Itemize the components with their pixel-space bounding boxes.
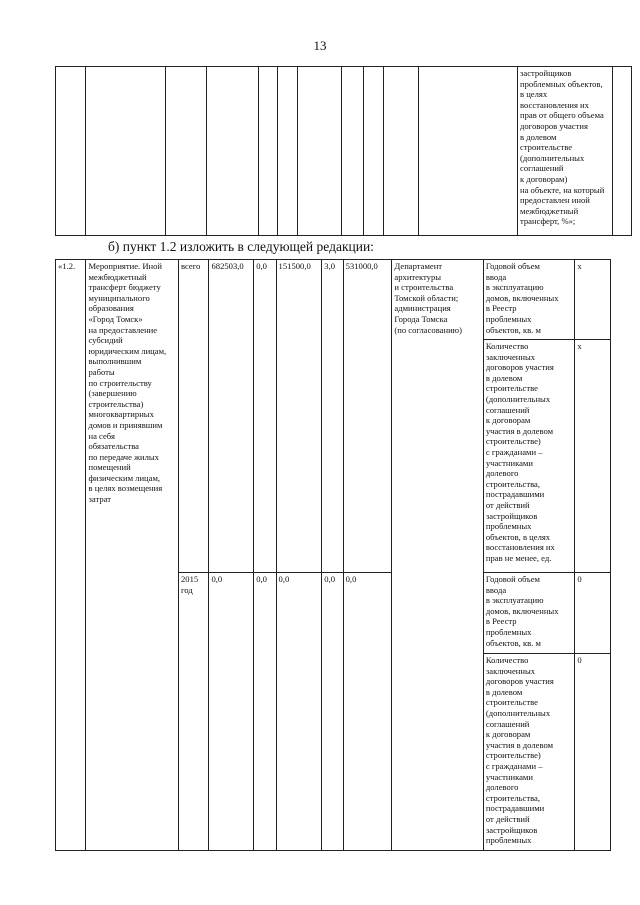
activity-table xyxy=(55,259,611,851)
empty-cell xyxy=(298,67,342,236)
empty-cell xyxy=(56,67,86,236)
value-cell: 531000,0 xyxy=(343,260,392,573)
item-number: «1.2. xyxy=(56,260,86,851)
empty-cell xyxy=(613,67,632,236)
indicator-value: 0 xyxy=(575,654,611,851)
value-cell: 0,0 xyxy=(254,573,276,851)
empty-cell xyxy=(419,67,518,236)
indicator-value: x xyxy=(575,260,611,340)
indicator-value: 0 xyxy=(575,573,611,654)
empty-cell xyxy=(342,67,364,236)
empty-cell xyxy=(259,67,278,236)
value-cell: 0,0 xyxy=(343,573,392,851)
period-cell: 2015 год xyxy=(178,573,208,851)
activity-description: Мероприятие. Иной межбюджетный трансферт бюджету муниципального образования «Город Томск» на предоставление субсидий юридическим лицам, выполнившим работы по строительству (завершению строительства) многоквартирных домов и принявшим на себя обязательства по передаче жилых помещений физическим лицам, в целях возмещения затрат xyxy=(86,260,179,851)
indicator-cell: Годовой объем ввода в эксплуатацию домов, включенных в Реестр проблемных объектов, кв. м xyxy=(483,260,574,340)
period-cell: всего xyxy=(178,260,208,573)
indicator-cell: Количество заключенных договоров участия в долевом строительстве (дополнительных соглашений к договорам участия в долевом строительстве) с гражданами – участниками долевого строительства, пострадавшими от действий застройщиков проблемных объектов, в целях восстановления их прав не менее, ед. xyxy=(483,340,574,573)
indicator-cell: застройщиков проблемных объектов, в целях восстановления их прав от общего объема договоров участия в долевом строительстве (дополнительных соглашений к договорам) на объекте, на который предоставлен иной межбюджетный трансферт, %»; xyxy=(518,67,613,236)
page-number: 13 xyxy=(313,38,327,53)
empty-cell xyxy=(86,67,166,236)
empty-cell xyxy=(278,67,298,236)
empty-cell xyxy=(364,67,384,236)
indicator-cell: Годовой объем ввода в эксплуатацию домов, включенных в Реестр проблемных объектов, кв. м xyxy=(483,573,574,654)
table-row xyxy=(56,260,611,340)
value-cell: 0,0 xyxy=(322,573,343,851)
value-cell: 3,0 xyxy=(322,260,343,573)
empty-cell xyxy=(166,67,207,236)
continuation-row xyxy=(56,67,632,236)
instruction-text: б) пункт 1.2 изложить в следующей редакции: xyxy=(108,239,374,254)
value-cell: 151500,0 xyxy=(276,260,322,573)
value-cell: 0,0 xyxy=(209,573,254,851)
value-cell: 0,0 xyxy=(276,573,322,851)
indicator-cell: Количество заключенных договоров участия в долевом строительстве (дополнительных соглашений к договорам участия в долевом строительстве) с гражданами – участниками долевого строительства, пострадавшими от действий застройщиков проблемных xyxy=(483,654,574,851)
empty-cell xyxy=(384,67,419,236)
continuation-table xyxy=(55,66,632,236)
executor-cell: Департамент архитектуры и строительства Томской области; администрация Города Томска (по согласованию) xyxy=(392,260,483,851)
empty-cell xyxy=(207,67,259,236)
indicator-value: x xyxy=(575,340,611,573)
value-cell: 0,0 xyxy=(254,260,276,573)
value-cell: 682503,0 xyxy=(209,260,254,573)
